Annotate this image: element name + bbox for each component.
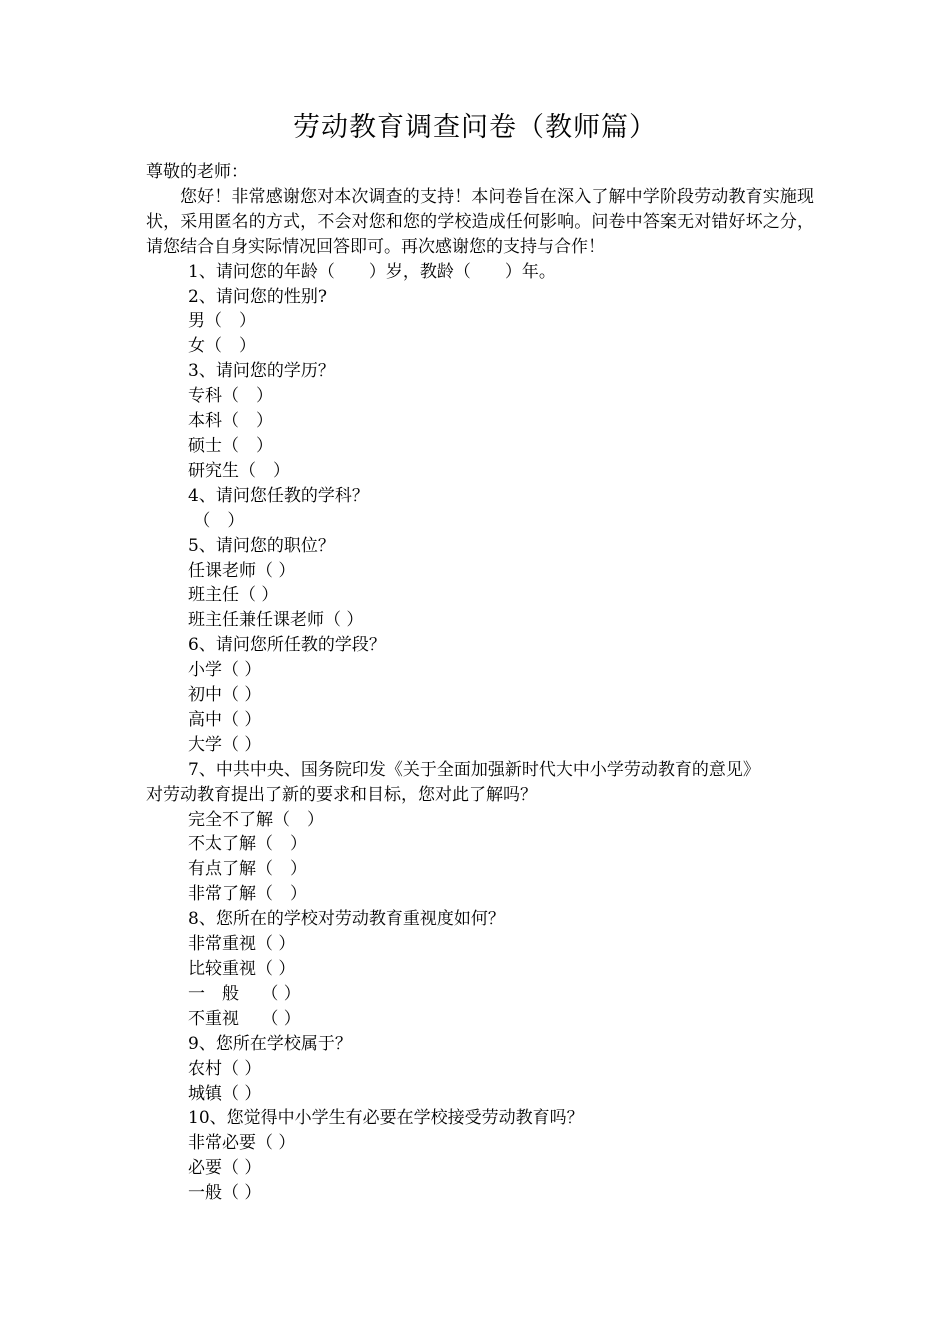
option-line: 初中（ ） xyxy=(188,685,262,706)
option-line: 班主任（ ） xyxy=(188,585,279,606)
question-line: 9、您所在学校属于？ xyxy=(188,1033,352,1054)
question-continuation: 对劳动教育提出了新的要求和目标，您对此了解吗？ xyxy=(146,784,537,805)
option-line: 非常必要（ ） xyxy=(188,1133,296,1154)
option-line: 专科（ ） xyxy=(188,386,273,407)
option-line: 完全不了解（ ） xyxy=(188,809,324,830)
option-line: （ ） xyxy=(188,510,245,531)
question-line: 5、请问您的职位？ xyxy=(188,535,335,556)
option-line: 农村（ ） xyxy=(188,1058,262,1079)
option-line: 不重视 （ ） xyxy=(188,1008,301,1029)
option-line: 城镇（ ） xyxy=(188,1083,262,1104)
option-line: 一 般 （ ） xyxy=(188,983,301,1004)
question-line: 1、请问您的年龄（ ）岁，教龄（ ）年。 xyxy=(188,261,556,282)
question-list xyxy=(146,260,814,1206)
document-body xyxy=(146,160,814,1206)
question-line: 7、中共中央、国务院印发《关于全面加强新时代大中小学劳动教育的意见》 xyxy=(188,759,760,780)
option-line: 有点了解（ ） xyxy=(188,859,307,880)
question-line: 8、您所在的学校对劳动教育重视度如何？ xyxy=(188,909,505,930)
option-line: 硕士（ ） xyxy=(188,435,273,456)
option-line: 本科（ ） xyxy=(188,411,273,432)
option-line: 高中（ ） xyxy=(188,709,262,730)
option-line: 必要（ ） xyxy=(188,1158,262,1179)
option-line: 小学（ ） xyxy=(188,660,262,681)
question-line: 10、您觉得中小学生有必要在学校接受劳动教育吗？ xyxy=(188,1108,584,1129)
question-line: 6、请问您所任教的学段？ xyxy=(188,635,386,656)
option-line: 一般（ ） xyxy=(188,1183,262,1204)
option-line: 大学（ ） xyxy=(188,734,262,755)
question-line: 2、请问您的性别? xyxy=(188,286,327,307)
intro-paragraph: 您好！非常感谢您对本次调查的支持！本问卷旨在深入了解中学阶段劳动教育实施现状，采用匿名的方式，不会对您和您的学校造成任何影响。问卷中答案无对错好坏之分，请您结合自身实际情况回答即可。再次感谢您的支持与合作！ xyxy=(146,186,814,257)
document-title: 劳动教育调查问卷（教师篇） xyxy=(293,112,657,143)
question-line: 3、请问您的学历？ xyxy=(188,361,335,382)
question-line: 4、请问您任教的学科？ xyxy=(188,485,369,506)
option-line: 任课老师（ ） xyxy=(188,560,296,581)
option-line: 比较重视（ ） xyxy=(188,959,296,979)
greeting: 尊敬的老师： xyxy=(146,162,248,182)
option-line: 研究生（ ） xyxy=(188,460,290,481)
option-line: 男（ ） xyxy=(188,311,256,332)
option-line: 女（ ） xyxy=(188,336,256,357)
option-line: 不太了解（ ） xyxy=(188,834,307,855)
option-line: 非常重视（ ） xyxy=(188,934,296,955)
option-line: 班主任兼任课老师（ ） xyxy=(188,610,364,631)
option-line: 非常了解（ ） xyxy=(188,884,307,905)
